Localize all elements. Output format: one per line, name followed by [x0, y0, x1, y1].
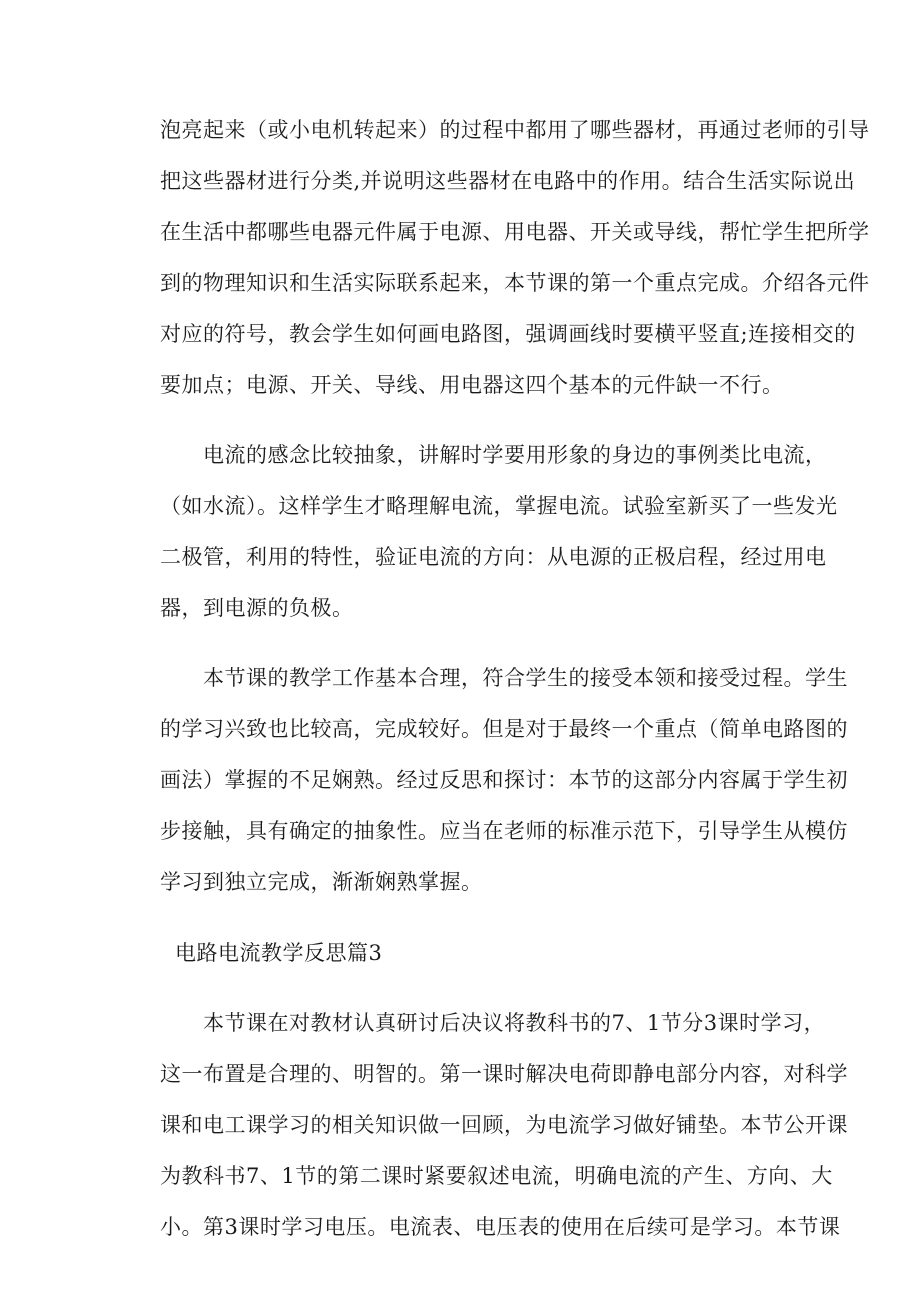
paragraph-2-line-4: 器，到电源的负极。 — [160, 596, 354, 620]
paragraph-4-line-3: 课和电工课学习的相关知识做一回顾，为电流学习做好铺垫。本节公开课 — [160, 1113, 848, 1137]
paragraph-3-line-5: 学习到独立完成，渐渐娴熟掌握。 — [160, 870, 483, 894]
paragraph-3-line-1: 本节课的教学工作基本合理，符合学生的接受本领和接受过程。学生 — [203, 666, 848, 690]
paragraph-1-line-3: 在生活中都哪些电器元件属于电源、用电器、开关或导线，帮忙学生把所学 — [160, 220, 870, 244]
paragraph-4-line-4: 为教科书7、1节的第二课时紧要叙述电流，明确电流的产生、方向、大 — [160, 1164, 833, 1188]
paragraph-3-line-2: 的学习兴致也比较高，完成较好。但是对于最终一个重点（简单电路图的 — [160, 717, 848, 741]
section-heading: 电路电流教学反思篇3 — [175, 941, 383, 965]
paragraph-1-line-2: 把这些器材进行分类,并说明这些器材在电路中的作用。结合生活实际说出 — [160, 169, 856, 193]
paragraph-1-line-4: 到的物理知识和生活实际联系起来，本节课的第一个重点完成。介绍各元件 — [160, 271, 870, 295]
paragraph-3-line-3: 画法）掌握的不足娴熟。经过反思和探讨：本节的这部分内容属于学生初 — [160, 768, 848, 792]
paragraph-1-line-5: 对应的符号，教会学生如何画电路图，强调画线时要横平竖直;连接相交的 — [160, 322, 856, 346]
paragraph-1-line-1: 泡亮起来（或小电机转起来）的过程中都用了哪些器材，再通过老师的引导 — [160, 118, 870, 142]
paragraph-4-line-1: 本节课在对教材认真研讨后决议将教科书的7、1节分3课时学习， — [203, 1011, 826, 1035]
paragraph-3-line-4: 步接触，具有确定的抽象性。应当在老师的标准示范下，引导学生从模仿 — [160, 819, 848, 843]
paragraph-4-line-5: 小。第3课时学习电压。电流表、电压表的使用在后续可是学习。本节课 — [160, 1215, 841, 1239]
paragraph-2-line-2: （如水流）。这样学生才略理解电流，掌握电流。试验室新买了一些发光 — [160, 494, 838, 518]
paragraph-4-line-2: 这一布置是合理的、明智的。第一课时解决电荷即静电部分内容，对科学 — [160, 1062, 848, 1086]
paragraph-2-line-3: 二极管，利用的特性，验证电流的方向：从电源的正极启程，经过用电 — [160, 545, 827, 569]
paragraph-1-line-6: 要加点；电源、开关、导线、用电器这四个基本的元件缺一不行。 — [160, 373, 784, 397]
paragraph-2-line-1: 电流的感念比较抽象，讲解时学要用形象的身边的事例类比电流， — [203, 443, 827, 467]
